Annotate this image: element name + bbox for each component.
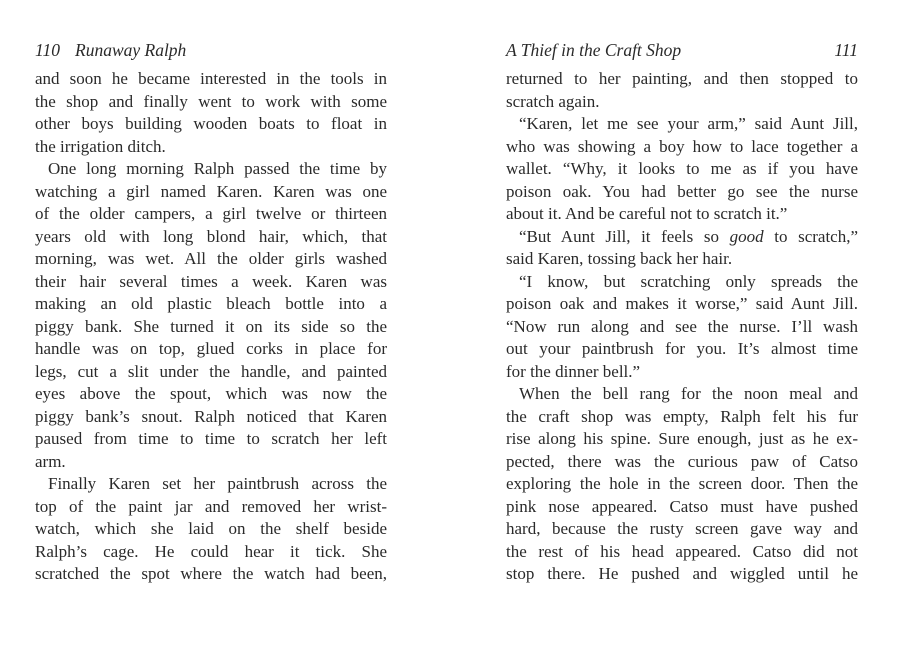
text-segment: “But Aunt Jill, it feels so [519, 226, 730, 246]
text-line: watching a girl named Karen. Karen was one [35, 181, 387, 201]
text-line: the craft shop was empty, Ralph felt his fur [506, 406, 858, 426]
text-line: poison oak and makes it worse,” said Aunt Jill. [506, 294, 858, 313]
text-line: piggy bank’s snout. Ralph noticed that Karen [35, 406, 387, 426]
text-line: Finally Karen set her paintbrush across the [48, 474, 387, 493]
text-line: returned to her painting, and then stopped to [506, 69, 858, 88]
text-line: out your paintbrush for you. It’s almost time [506, 339, 858, 358]
text-line: pink nose appeared. Catso must have pushed [506, 496, 858, 516]
text-line: hard, because the rusty screen gave way and [506, 519, 858, 538]
text-line: making an old plastic bleach bottle into a [35, 294, 387, 313]
text-line: wallet. “Why, it looks to me as if you have [506, 159, 858, 178]
text-line: said Karen, tossing back her hair. [506, 249, 733, 268]
text-line: “Now run along and see the nurse. I’ll wash [506, 316, 858, 336]
text-line: and soon he became interested in the tools in [35, 69, 387, 88]
text-line: poison oak. You had better go see the nurse [506, 181, 858, 201]
right-page-header [506, 40, 858, 64]
text-line: morning, was wet. All the older girls washed [35, 249, 387, 268]
text-line: the shop and finally went to work with some [35, 91, 387, 111]
emphasis: good [729, 226, 764, 246]
text-line: arm. [35, 451, 66, 471]
text-line: of the older campers, a girl twelve or thirteen [35, 204, 387, 223]
text-line: piggy bank. She turned it on its side so the [35, 316, 387, 336]
text-line: “Karen, let me see your arm,” said Aunt Jill, [519, 114, 858, 133]
left-page-header [35, 40, 387, 64]
text-line: handle was on top, glued corks in place for [35, 339, 387, 358]
text-line: the irrigation ditch. [35, 136, 166, 156]
text-line: the rest of his head appeared. Catso did not [506, 541, 858, 561]
text-line: legs, cut a slit under the handle, and painted [35, 361, 387, 381]
text-line: about it. And be careful not to scratch it.” [506, 204, 788, 223]
page-number: 110 [35, 40, 60, 60]
text-line: top of the paint jar and removed her wrist- [35, 496, 387, 516]
text-line: for the dinner bell.” [506, 361, 641, 381]
left-page-body [35, 68, 387, 586]
text-line: watch, which she laid on the shelf beside [35, 519, 387, 538]
text-line: stop there. He pushed and wiggled until he [506, 564, 858, 583]
text-line [506, 226, 858, 249]
text-segment: to scratch,” [763, 226, 858, 246]
text-line: One long morning Ralph passed the time by [48, 159, 387, 178]
text-line: “I know, but scratching only spreads the [519, 271, 858, 291]
text-line: scratched the spot where the watch had been, [35, 564, 387, 583]
text-line: Ralph’s cage. He could hear it tick. She [35, 541, 387, 561]
text-line: scratch again. [506, 91, 600, 111]
text-line: who was showing a boy how to lace together a [506, 136, 858, 156]
running-head: Runaway Ralph [75, 40, 187, 60]
running-head: A Thief in the Craft Shop [506, 40, 682, 60]
text-line: other boys building wooden boats to float in [35, 114, 387, 133]
page-number: 111 [834, 40, 858, 60]
text-line: their hair several times a week. Karen was [35, 271, 387, 291]
text-line: pected, there was the curious paw of Catso [506, 451, 858, 471]
text-line: paused from time to time to scratch her left [35, 429, 387, 448]
text-line: eyes above the spout, which was now the [35, 384, 387, 403]
right-page-body [506, 68, 858, 586]
text-line: When the bell rang for the noon meal and [519, 384, 858, 403]
text-line: years old with long blond hair, which, that [35, 226, 387, 246]
text-line: exploring the hole in the screen door. Then the [506, 474, 858, 493]
text-line: rise along his spine. Sure enough, just as he ex- [506, 429, 858, 448]
